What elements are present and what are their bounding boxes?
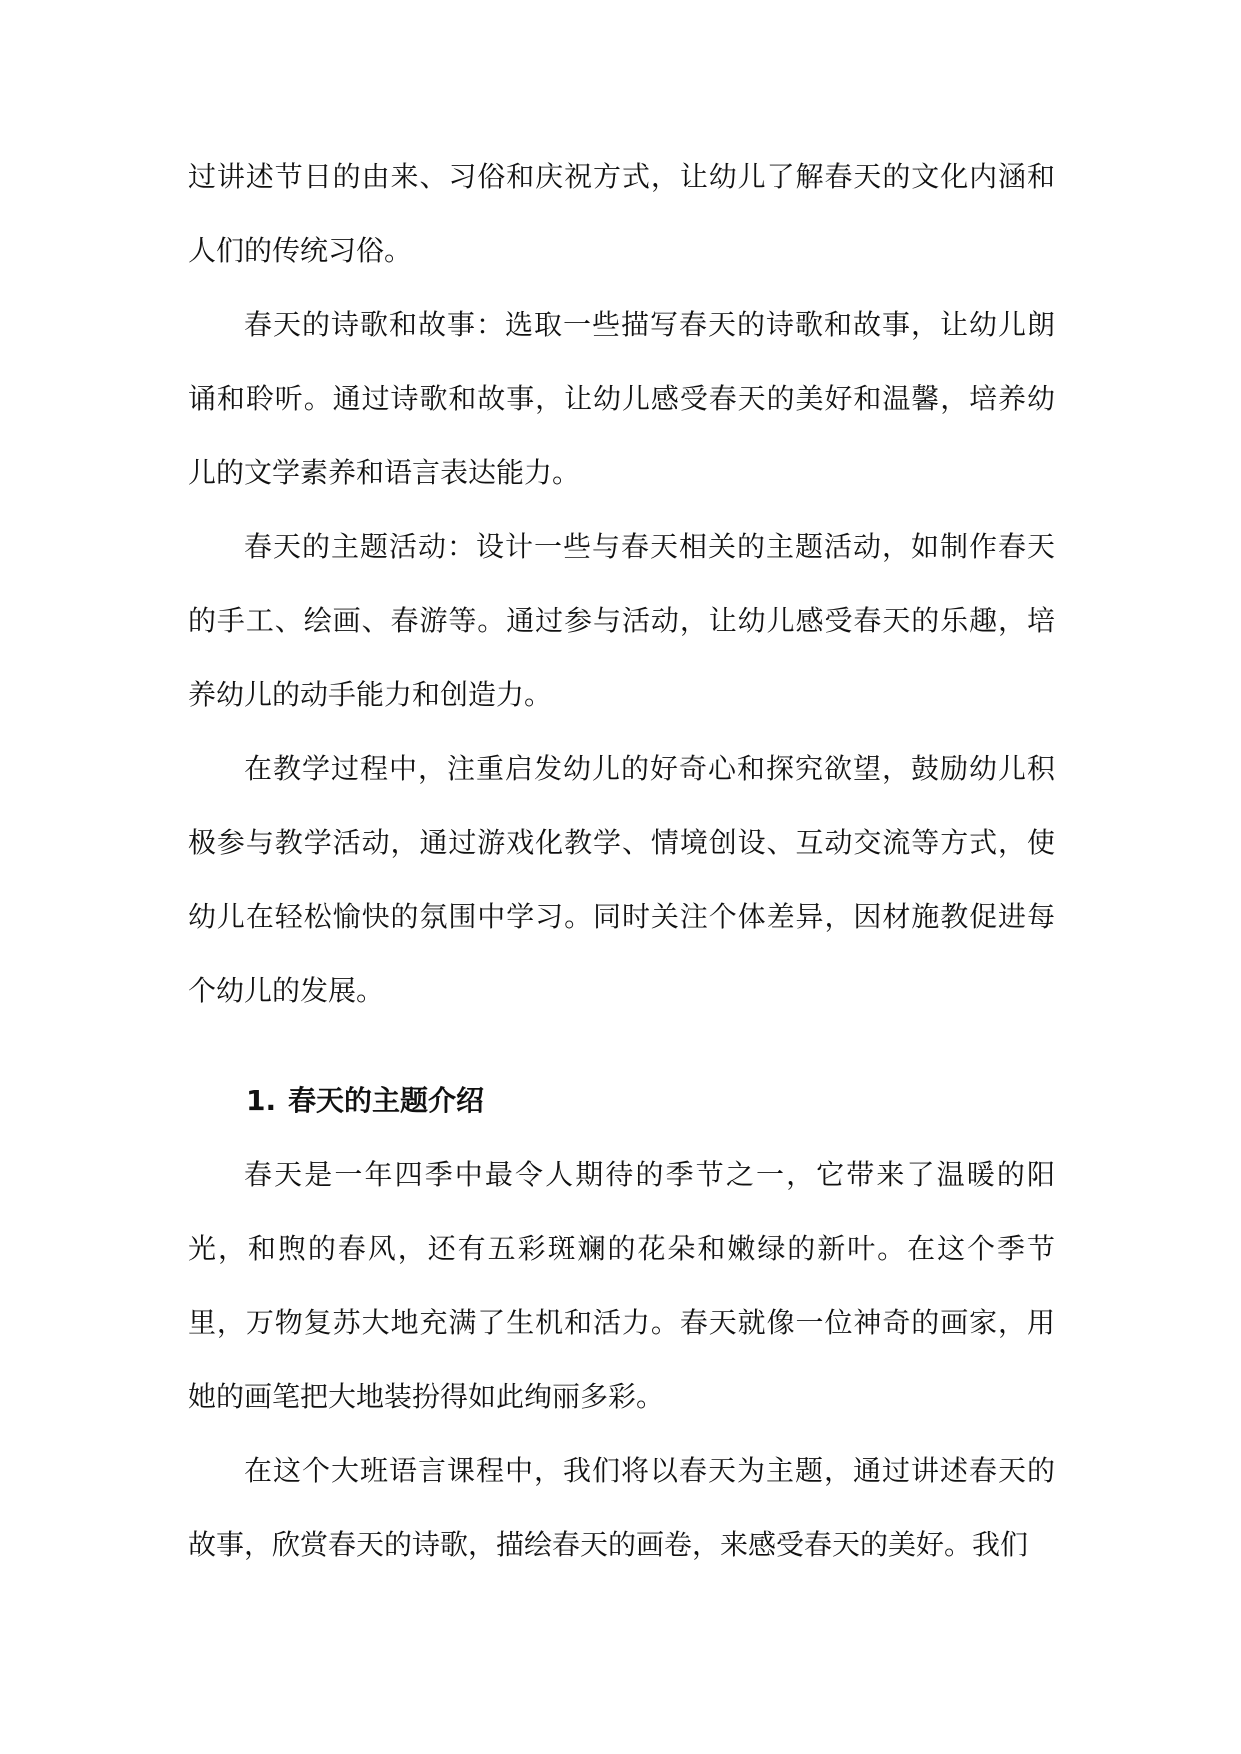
section-title: 春天的主题介绍	[288, 1084, 485, 1117]
paragraph-teaching-process: 在教学过程中，注重启发幼儿的好奇心和探究欲望，鼓励幼儿积极参与教学活动，通过游戏化教学、情境创设、互动交流等方式，使幼儿在轻松愉快的氛围中学习。同时关注个体差异，因材施教促进每个幼儿的发展。	[188, 752, 1055, 1007]
paragraph-spring-intro: 春天是一年四季中最令人期待的季节之一，它带来了温暖的阳光，和煦的春风，还有五彩斑斓的花朵和嫩绿的新叶。在这个季节里，万物复苏大地充满了生机和活力。春天就像一位神奇的画家，用她的画笔把大地装扮得如此绚丽多彩。	[188, 1158, 1055, 1413]
document-body	[188, 140, 1055, 1582]
section-number: 1.	[246, 1084, 277, 1117]
paragraph-poems-stories: 春天的诗歌和故事：选取一些描写春天的诗歌和故事，让幼儿朗诵和聆听。通过诗歌和故事，让幼儿感受春天的美好和温馨，培养幼儿的文学素养和语言表达能力。	[188, 308, 1055, 489]
paragraph-theme-activities: 春天的主题活动：设计一些与春天相关的主题活动，如制作春天的手工、绘画、春游等。通过参与活动，让幼儿感受春天的乐趣，培养幼儿的动手能力和创造力。	[188, 530, 1055, 711]
paragraph-continuation: 过讲述节日的由来、习俗和庆祝方式，让幼儿了解春天的文化内涵和人们的传统习俗。	[188, 160, 1055, 267]
section-heading	[188, 1064, 1055, 1138]
paragraph-course-intro: 在这个大班语言课程中，我们将以春天为主题，通过讲述春天的故事，欣赏春天的诗歌，描绘春天的画卷，来感受春天的美好。我们	[188, 1454, 1055, 1561]
